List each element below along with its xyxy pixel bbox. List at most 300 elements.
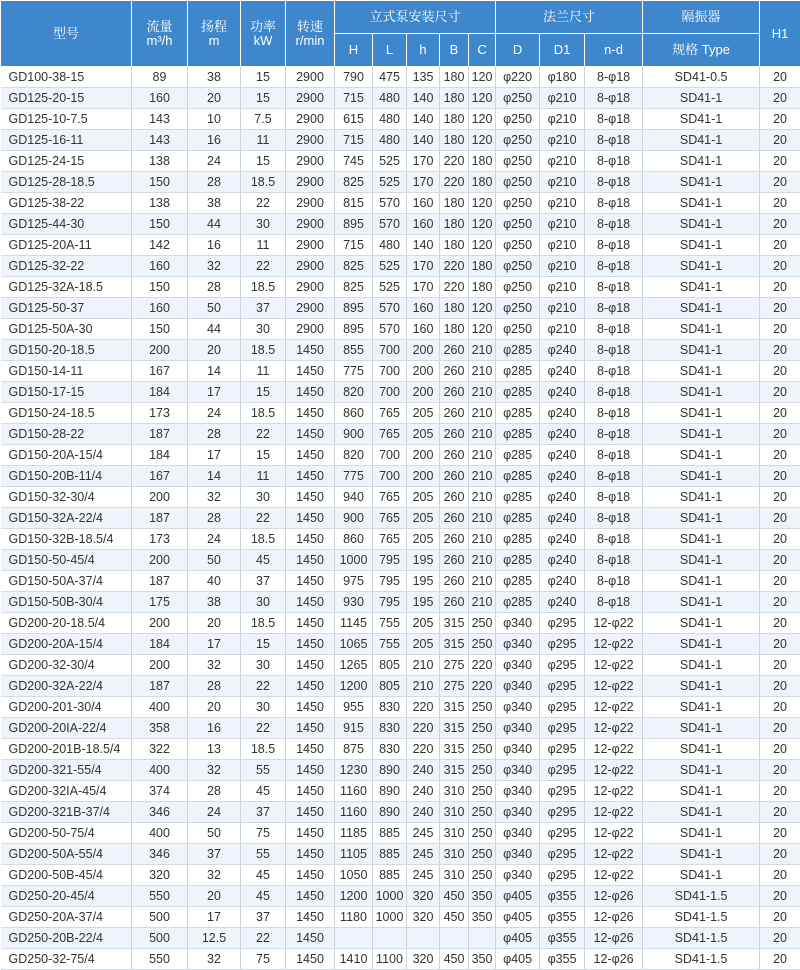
cell-flow: 143 [132, 130, 188, 151]
cell-L: 795 [373, 571, 407, 592]
cell-H [335, 928, 373, 949]
cell-h: 140 [407, 235, 440, 256]
cell-D: φ285 [496, 508, 540, 529]
cell-D1: φ210 [540, 277, 585, 298]
cell-nd: 8-φ18 [585, 109, 643, 130]
power-unit: kW [241, 34, 285, 48]
cell-speed: 2900 [286, 88, 335, 109]
cell-head: 13 [188, 739, 241, 760]
cell-spec: SD41-1 [643, 445, 760, 466]
cell-power: 18.5 [241, 277, 286, 298]
cell-spec: SD41-1 [643, 634, 760, 655]
cell-h: 205 [407, 487, 440, 508]
cell-h1: 20 [760, 193, 800, 214]
cell-L: 480 [373, 109, 407, 130]
cell-flow: 184 [132, 382, 188, 403]
table-row [1, 655, 800, 676]
cell-spec: SD41-1 [643, 109, 760, 130]
cell-nd: 8-φ18 [585, 466, 643, 487]
cell-nd: 8-φ18 [585, 445, 643, 466]
cell-H: 815 [335, 193, 373, 214]
cell-C: 210 [469, 403, 496, 424]
cell-model: GD150-50B-30/4 [1, 592, 132, 613]
cell-spec: SD41-1 [643, 235, 760, 256]
cell-B: 260 [440, 382, 469, 403]
cell-speed: 2900 [286, 67, 335, 88]
cell-speed: 1450 [286, 592, 335, 613]
cell-D: φ250 [496, 298, 540, 319]
cell-nd: 8-φ18 [585, 571, 643, 592]
cell-D1: φ210 [540, 130, 585, 151]
cell-B: 450 [440, 886, 469, 907]
cell-h1: 20 [760, 781, 800, 802]
cell-spec: SD41-1 [643, 508, 760, 529]
cell-head: 20 [188, 697, 241, 718]
cell-D: φ285 [496, 529, 540, 550]
cell-h1: 20 [760, 613, 800, 634]
cell-L: 765 [373, 403, 407, 424]
cell-nd: 12-φ22 [585, 697, 643, 718]
cell-L: 700 [373, 361, 407, 382]
cell-H: 1185 [335, 823, 373, 844]
cell-C: 180 [469, 172, 496, 193]
cell-h1: 20 [760, 634, 800, 655]
cell-model: GD200-321B-37/4 [1, 802, 132, 823]
cell-D: φ250 [496, 319, 540, 340]
table-row [1, 508, 800, 529]
cell-power: 30 [241, 697, 286, 718]
cell-H: 855 [335, 340, 373, 361]
cell-B: 180 [440, 109, 469, 130]
table-row [1, 571, 800, 592]
cell-H: 930 [335, 592, 373, 613]
cell-speed: 2900 [286, 214, 335, 235]
cell-h: 135 [407, 67, 440, 88]
cell-speed: 1450 [286, 571, 335, 592]
cell-model: GD150-20A-15/4 [1, 445, 132, 466]
cell-L: 570 [373, 214, 407, 235]
table-row [1, 67, 800, 88]
cell-B: 180 [440, 88, 469, 109]
cell-speed: 1450 [286, 760, 335, 781]
cell-h1: 20 [760, 886, 800, 907]
cell-h1: 20 [760, 277, 800, 298]
cell-model: GD125-38-22 [1, 193, 132, 214]
cell-D: φ405 [496, 949, 540, 970]
speed-unit: r/min [286, 34, 334, 48]
cell-D1: φ295 [540, 676, 585, 697]
cell-power: 45 [241, 550, 286, 571]
cell-H: 745 [335, 151, 373, 172]
cell-model: GD200-32-30/4 [1, 655, 132, 676]
cell-model: GD200-50A-55/4 [1, 844, 132, 865]
cell-L: 890 [373, 802, 407, 823]
cell-C: 250 [469, 613, 496, 634]
cell-speed: 1450 [286, 802, 335, 823]
cell-spec: SD41-1 [643, 340, 760, 361]
cell-C: 180 [469, 151, 496, 172]
cell-D: φ340 [496, 865, 540, 886]
cell-C: 210 [469, 361, 496, 382]
cell-model: GD125-16-11 [1, 130, 132, 151]
cell-head: 28 [188, 277, 241, 298]
group-header-flange: 法兰尺寸 [496, 1, 643, 34]
cell-D: φ285 [496, 592, 540, 613]
cell-H: 860 [335, 529, 373, 550]
cell-speed: 2900 [286, 172, 335, 193]
cell-flow: 143 [132, 109, 188, 130]
cell-nd: 12-φ22 [585, 739, 643, 760]
table-row [1, 613, 800, 634]
cell-spec: SD41-1 [643, 676, 760, 697]
cell-C: 210 [469, 487, 496, 508]
power-label: 功率 [241, 20, 285, 34]
cell-h1: 20 [760, 214, 800, 235]
cell-speed: 1450 [286, 865, 335, 886]
cell-h: 240 [407, 760, 440, 781]
cell-h1: 20 [760, 403, 800, 424]
cell-L: 830 [373, 739, 407, 760]
cell-h1: 20 [760, 928, 800, 949]
cell-H: 1000 [335, 550, 373, 571]
col-header-model: 型号 [1, 1, 132, 67]
cell-nd: 12-φ26 [585, 886, 643, 907]
cell-H: 775 [335, 466, 373, 487]
cell-D: φ285 [496, 466, 540, 487]
cell-B: 310 [440, 823, 469, 844]
cell-head: 20 [188, 340, 241, 361]
cell-H: 820 [335, 445, 373, 466]
cell-head: 12.5 [188, 928, 241, 949]
cell-spec: SD41-1 [643, 256, 760, 277]
cell-H: 915 [335, 718, 373, 739]
table-row [1, 277, 800, 298]
cell-power: 11 [241, 466, 286, 487]
cell-L: 570 [373, 298, 407, 319]
cell-head: 38 [188, 67, 241, 88]
cell-C: 250 [469, 781, 496, 802]
cell-model: GD250-20-45/4 [1, 886, 132, 907]
table-row [1, 445, 800, 466]
cell-L: 480 [373, 88, 407, 109]
col-header-power [241, 1, 286, 67]
cell-D1: φ210 [540, 214, 585, 235]
cell-h1: 20 [760, 529, 800, 550]
cell-head: 32 [188, 487, 241, 508]
cell-model: GD150-20-18.5 [1, 340, 132, 361]
cell-power: 15 [241, 445, 286, 466]
cell-h: 240 [407, 781, 440, 802]
cell-model: GD200-20IA-22/4 [1, 718, 132, 739]
cell-C: 250 [469, 760, 496, 781]
col-header-h1: H1 [760, 1, 800, 67]
cell-model: GD125-50-37 [1, 298, 132, 319]
cell-model: GD250-20A-37/4 [1, 907, 132, 928]
cell-power: 11 [241, 361, 286, 382]
cell-power: 22 [241, 676, 286, 697]
cell-B: 220 [440, 172, 469, 193]
cell-nd: 8-φ18 [585, 529, 643, 550]
cell-speed: 2900 [286, 298, 335, 319]
cell-D: φ250 [496, 109, 540, 130]
cell-L: 805 [373, 676, 407, 697]
cell-h1: 20 [760, 718, 800, 739]
table-row [1, 634, 800, 655]
cell-spec: SD41-1 [643, 781, 760, 802]
cell-head: 44 [188, 214, 241, 235]
cell-h1: 20 [760, 172, 800, 193]
cell-B: 260 [440, 571, 469, 592]
cell-h1: 20 [760, 487, 800, 508]
cell-model: GD125-50A-30 [1, 319, 132, 340]
cell-spec: SD41-1 [643, 718, 760, 739]
cell-flow: 187 [132, 424, 188, 445]
cell-h1: 20 [760, 907, 800, 928]
cell-nd: 8-φ18 [585, 487, 643, 508]
cell-L: 755 [373, 634, 407, 655]
table-row [1, 88, 800, 109]
cell-H: 825 [335, 256, 373, 277]
table-row [1, 865, 800, 886]
cell-L: 570 [373, 193, 407, 214]
cell-spec: SD41-1 [643, 319, 760, 340]
cell-power: 22 [241, 193, 286, 214]
cell-spec: SD41-1 [643, 865, 760, 886]
cell-nd: 8-φ18 [585, 172, 643, 193]
cell-model: GD125-44-30 [1, 214, 132, 235]
table-row [1, 403, 800, 424]
cell-model: GD100-38-15 [1, 67, 132, 88]
cell-power: 37 [241, 298, 286, 319]
cell-flow: 200 [132, 340, 188, 361]
table-row [1, 592, 800, 613]
table-body [1, 67, 800, 970]
cell-D: φ250 [496, 256, 540, 277]
cell-h1: 20 [760, 340, 800, 361]
cell-L: 795 [373, 592, 407, 613]
cell-L [373, 928, 407, 949]
cell-spec: SD41-1 [643, 571, 760, 592]
cell-spec: SD41-1 [643, 277, 760, 298]
table-row [1, 949, 800, 970]
table-row [1, 760, 800, 781]
cell-h1: 20 [760, 88, 800, 109]
cell-model: GD125-24-15 [1, 151, 132, 172]
cell-C: 210 [469, 466, 496, 487]
cell-model: GD150-24-18.5 [1, 403, 132, 424]
cell-B: 260 [440, 466, 469, 487]
cell-D1: φ240 [540, 592, 585, 613]
cell-D: φ340 [496, 613, 540, 634]
cell-h: 160 [407, 214, 440, 235]
cell-B: 260 [440, 529, 469, 550]
cell-D: φ340 [496, 634, 540, 655]
cell-power: 30 [241, 214, 286, 235]
cell-power: 18.5 [241, 613, 286, 634]
cell-head: 14 [188, 361, 241, 382]
cell-D: φ250 [496, 277, 540, 298]
cell-power: 22 [241, 256, 286, 277]
table-row [1, 886, 800, 907]
col-header-h: h [407, 34, 440, 67]
cell-D1: φ210 [540, 235, 585, 256]
cell-h: 205 [407, 613, 440, 634]
cell-C: 210 [469, 445, 496, 466]
cell-model: GD150-50-45/4 [1, 550, 132, 571]
cell-flow: 184 [132, 445, 188, 466]
cell-power: 37 [241, 571, 286, 592]
cell-h: 320 [407, 949, 440, 970]
cell-head: 17 [188, 382, 241, 403]
cell-power: 75 [241, 823, 286, 844]
cell-H: 875 [335, 739, 373, 760]
cell-flow: 500 [132, 907, 188, 928]
cell-B: 260 [440, 592, 469, 613]
cell-flow: 374 [132, 781, 188, 802]
cell-D1: φ355 [540, 907, 585, 928]
cell-C: 120 [469, 88, 496, 109]
cell-B: 275 [440, 655, 469, 676]
cell-head: 20 [188, 613, 241, 634]
cell-h: 240 [407, 802, 440, 823]
cell-spec: SD41-1 [643, 382, 760, 403]
cell-h1: 20 [760, 571, 800, 592]
cell-L: 765 [373, 529, 407, 550]
cell-speed: 2900 [286, 319, 335, 340]
cell-B: 310 [440, 844, 469, 865]
cell-h1: 20 [760, 550, 800, 571]
cell-C: 210 [469, 424, 496, 445]
cell-h1: 20 [760, 844, 800, 865]
cell-nd: 12-φ22 [585, 718, 643, 739]
table-row [1, 214, 800, 235]
cell-spec: SD41-1 [643, 424, 760, 445]
cell-head: 20 [188, 88, 241, 109]
cell-H: 1180 [335, 907, 373, 928]
cell-H: 615 [335, 109, 373, 130]
table-row [1, 676, 800, 697]
cell-flow: 184 [132, 634, 188, 655]
cell-head: 14 [188, 466, 241, 487]
cell-D1: φ355 [540, 949, 585, 970]
cell-B: 315 [440, 697, 469, 718]
cell-B: 260 [440, 550, 469, 571]
cell-h1: 20 [760, 109, 800, 130]
cell-nd: 12-φ22 [585, 823, 643, 844]
col-header-C: C [469, 34, 496, 67]
cell-spec: SD41-1.5 [643, 928, 760, 949]
cell-nd: 8-φ18 [585, 382, 643, 403]
cell-C: 120 [469, 130, 496, 151]
cell-B: 260 [440, 403, 469, 424]
cell-h1: 20 [760, 676, 800, 697]
head-unit: m [188, 34, 240, 48]
cell-flow: 400 [132, 760, 188, 781]
cell-nd: 8-φ18 [585, 235, 643, 256]
cell-h: 205 [407, 529, 440, 550]
cell-D1: φ240 [540, 382, 585, 403]
cell-D: φ340 [496, 802, 540, 823]
cell-D1: φ355 [540, 886, 585, 907]
cell-flow: 142 [132, 235, 188, 256]
group-header-isolator: 隔振器 [643, 1, 760, 34]
cell-C: 210 [469, 340, 496, 361]
cell-L: 890 [373, 781, 407, 802]
cell-nd: 12-φ26 [585, 907, 643, 928]
cell-D: φ250 [496, 130, 540, 151]
cell-h1: 20 [760, 823, 800, 844]
cell-power: 15 [241, 634, 286, 655]
cell-spec: SD41-1 [643, 592, 760, 613]
cell-L: 830 [373, 718, 407, 739]
cell-D1: φ295 [540, 844, 585, 865]
cell-B: 260 [440, 340, 469, 361]
cell-h1: 20 [760, 739, 800, 760]
cell-h: 200 [407, 445, 440, 466]
cell-L: 885 [373, 823, 407, 844]
cell-speed: 1450 [286, 907, 335, 928]
cell-nd: 12-φ22 [585, 760, 643, 781]
cell-power: 22 [241, 424, 286, 445]
cell-B: 260 [440, 445, 469, 466]
cell-nd: 8-φ18 [585, 361, 643, 382]
cell-head: 28 [188, 508, 241, 529]
cell-spec: SD41-1 [643, 802, 760, 823]
cell-h: 200 [407, 361, 440, 382]
cell-power: 30 [241, 592, 286, 613]
cell-model: GD150-32A-22/4 [1, 508, 132, 529]
cell-h: 200 [407, 382, 440, 403]
cell-h1: 20 [760, 235, 800, 256]
cell-C: 250 [469, 823, 496, 844]
cell-D1: φ240 [540, 424, 585, 445]
cell-B: 310 [440, 802, 469, 823]
cell-D: φ285 [496, 445, 540, 466]
cell-flow: 160 [132, 298, 188, 319]
cell-H: 1065 [335, 634, 373, 655]
cell-h1: 20 [760, 655, 800, 676]
cell-model: GD200-201-30/4 [1, 697, 132, 718]
cell-power: 18.5 [241, 403, 286, 424]
cell-model: GD150-50A-37/4 [1, 571, 132, 592]
cell-flow: 346 [132, 802, 188, 823]
table-row [1, 550, 800, 571]
cell-head: 40 [188, 571, 241, 592]
cell-nd: 8-φ18 [585, 67, 643, 88]
cell-L: 525 [373, 277, 407, 298]
cell-flow: 175 [132, 592, 188, 613]
cell-flow: 160 [132, 88, 188, 109]
cell-L: 480 [373, 235, 407, 256]
cell-head: 20 [188, 886, 241, 907]
cell-power: 18.5 [241, 529, 286, 550]
cell-flow: 150 [132, 214, 188, 235]
cell-head: 50 [188, 298, 241, 319]
cell-L: 700 [373, 445, 407, 466]
cell-head: 28 [188, 424, 241, 445]
table-row [1, 739, 800, 760]
cell-D1: φ240 [540, 361, 585, 382]
cell-h: 160 [407, 193, 440, 214]
cell-h1: 20 [760, 382, 800, 403]
cell-L: 765 [373, 508, 407, 529]
cell-h: 160 [407, 298, 440, 319]
cell-nd: 12-φ22 [585, 802, 643, 823]
cell-nd: 12-φ22 [585, 781, 643, 802]
cell-model: GD125-32A-18.5 [1, 277, 132, 298]
cell-C: 350 [469, 886, 496, 907]
cell-model: GD200-201B-18.5/4 [1, 739, 132, 760]
